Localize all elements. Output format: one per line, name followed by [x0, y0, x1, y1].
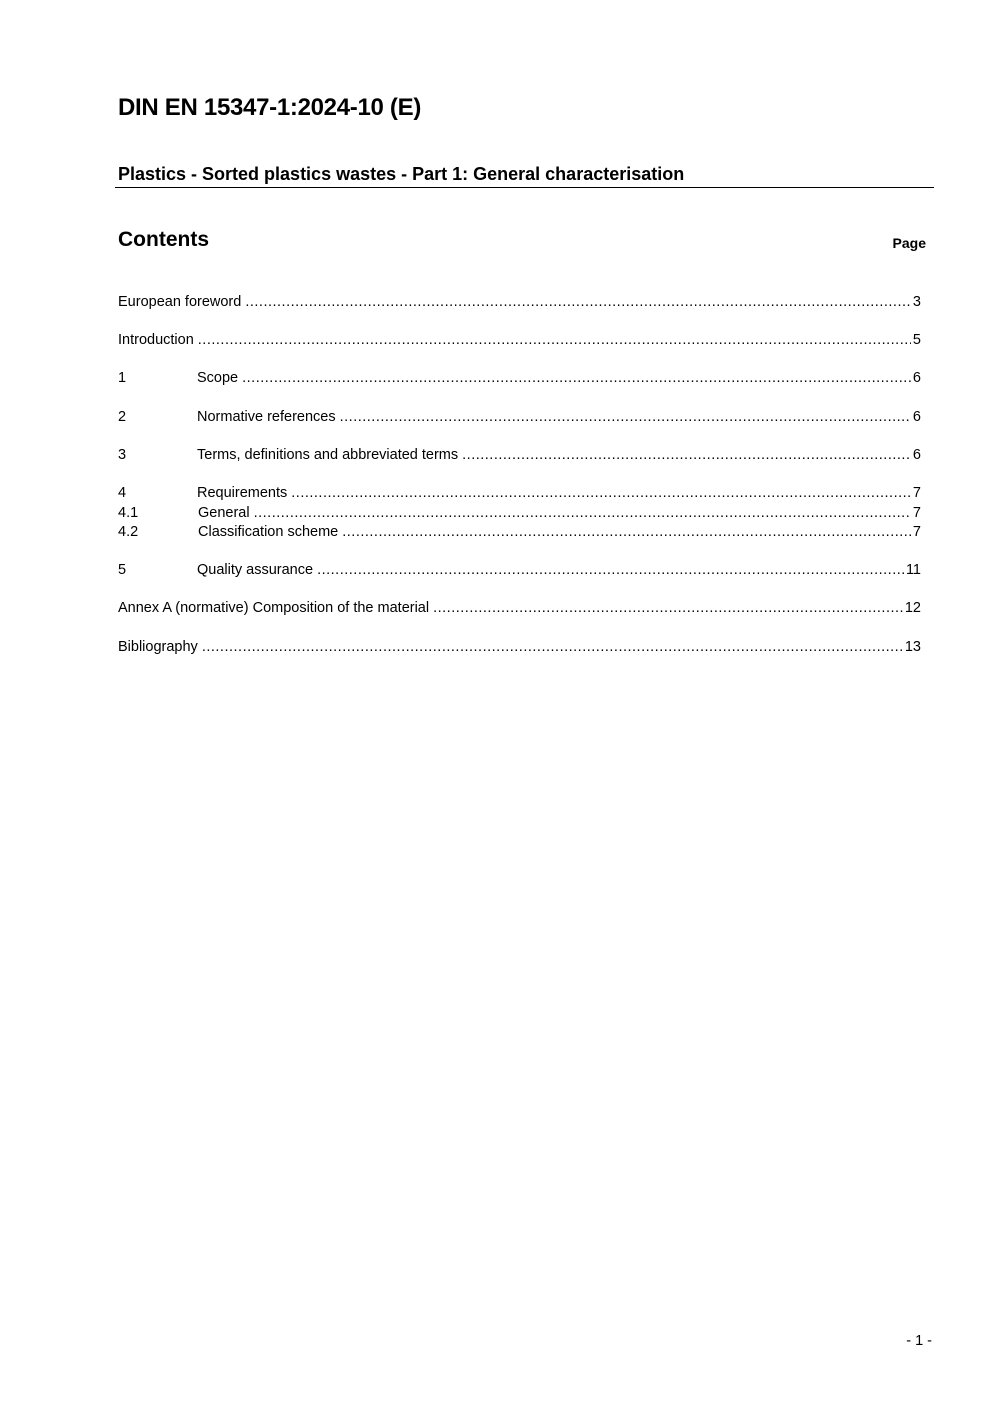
toc-entry-title: Requirements: [197, 485, 288, 501]
toc-entry-requirements[interactable]: [118, 484, 921, 502]
toc-entry-title: Scope: [197, 370, 239, 386]
page-column-heading: Page: [892, 235, 926, 251]
toc-dot-leader: [254, 504, 911, 522]
toc-entry-general[interactable]: [118, 504, 921, 522]
toc-dot-leader: [340, 408, 911, 426]
toc-entry-page: 13: [904, 639, 921, 655]
toc-dot-leader: [245, 293, 911, 311]
toc-entry-title: Introduction: [118, 332, 194, 348]
toc-entry-page: 7: [912, 485, 921, 501]
toc-entry-title: Classification scheme: [198, 524, 339, 540]
toc-dot-leader: [202, 638, 903, 656]
toc-dot-leader: [433, 599, 903, 617]
toc-entry-title: Terms, definitions and abbreviated terms: [197, 447, 459, 463]
toc-entry-title: Annex A (normative) Composition of the material: [118, 600, 430, 616]
toc-entry-page: 5: [912, 332, 921, 348]
toc-entry-quality-assurance[interactable]: [118, 561, 921, 579]
document-title: DIN EN 15347-1:2024-10 (E): [118, 94, 422, 121]
subtitle-divider: [115, 187, 934, 188]
toc-dot-leader: [342, 523, 911, 541]
toc-entry-page: 6: [912, 447, 921, 463]
toc-entry-number: 2: [118, 409, 127, 425]
toc-entry-page: 7: [912, 524, 921, 540]
toc-entry-normative-references[interactable]: [118, 408, 921, 426]
toc-entry-page: 6: [912, 370, 921, 386]
toc-entry-title: Bibliography: [118, 639, 198, 655]
toc-entry-number: 1: [118, 370, 127, 386]
toc-dot-leader: [462, 446, 911, 464]
toc-entry-scope[interactable]: [118, 369, 921, 387]
toc-entry-title: Normative references: [197, 409, 336, 425]
document-subtitle: Plastics - Sorted plastics wastes - Part 1: General characterisation: [118, 164, 685, 184]
toc-dot-leader: [242, 369, 911, 387]
toc-entry-classification-scheme[interactable]: [118, 523, 921, 541]
toc-dot-leader: [198, 331, 911, 349]
page-number: - 1 -: [906, 1333, 932, 1349]
toc-entry-page: 6: [912, 409, 921, 425]
toc-entry-terms-definitions[interactable]: [118, 446, 921, 464]
toc-entry-number: 4: [118, 485, 127, 501]
toc-entry-page: 7: [912, 505, 921, 521]
toc-entry-annex-a[interactable]: [118, 599, 921, 617]
toc-entry-number: 5: [118, 562, 127, 578]
toc-entry-title: General: [198, 505, 250, 521]
toc-entry-page: 12: [904, 600, 921, 616]
toc-entry-page: 11: [905, 562, 921, 578]
toc-entry-introduction[interactable]: [118, 331, 921, 349]
toc-entry-page: 3: [912, 294, 921, 310]
contents-heading: Contents: [118, 228, 209, 251]
toc-entry-number: 4.2: [118, 524, 139, 540]
toc-entry-bibliography[interactable]: [118, 638, 921, 656]
toc-dot-leader: [317, 561, 904, 579]
toc-entry-title: European foreword: [118, 294, 242, 310]
toc-entry-number: 3: [118, 447, 127, 463]
toc-dot-leader: [291, 484, 911, 502]
toc-entry-title: Quality assurance: [197, 562, 314, 578]
toc-entry-european-foreword[interactable]: [118, 293, 921, 311]
toc-entry-number: 4.1: [118, 505, 139, 521]
